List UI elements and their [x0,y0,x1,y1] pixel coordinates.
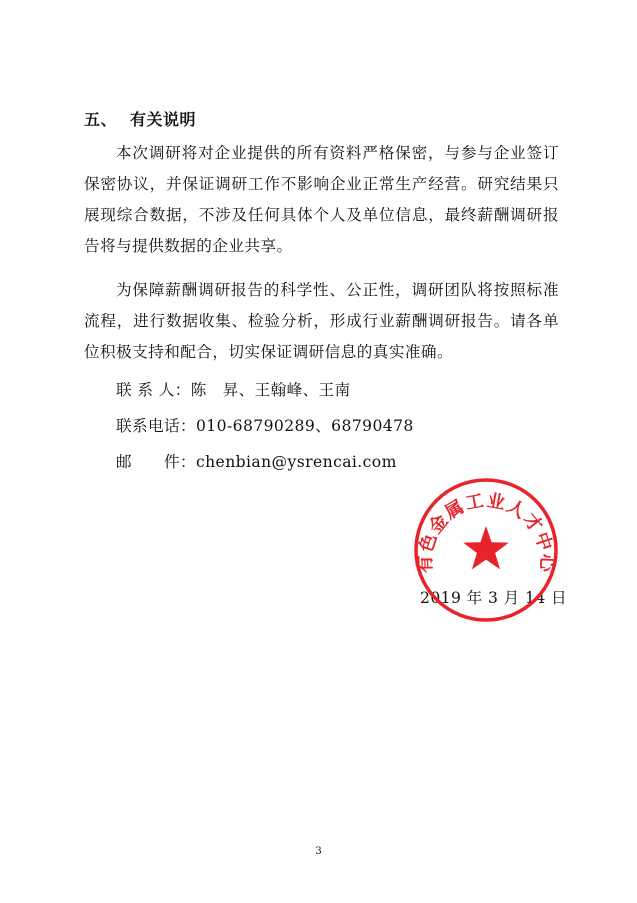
document-date: 2019 年 3 月 14 日 [420,589,568,607]
contact-phone-value: 010-68790289、68790478 [195,417,414,435]
contact-person-label: 联 系 人： [116,381,191,399]
contact-person-value: 陈 昇、王翰峰、王南 [190,381,351,399]
page-number: 3 [315,846,322,857]
section-title: 有关说明 [130,110,197,129]
paragraph-confidentiality: 本次调研将对企业提供的所有资料严格保密，与参与企业签订保密协议，并保证调研工作不影响企业正常生产经营。研究结果只展现综合数据，不涉及任何具体个人及单位信息，最终薪酬调研报告将与提供数据的企业共享。 [84,144,559,255]
contact-email-line [116,452,397,472]
contact-phone-label: 联系电话： [116,417,196,435]
seal-text-path: 有色金属工业人才中心 [414,490,558,574]
section-number: 五、 [84,110,118,129]
contact-phone-line [116,416,414,436]
contact-person-line [116,380,351,400]
section-heading [84,107,196,130]
contact-email-label: 邮 件： [116,453,196,471]
star-icon [463,526,509,569]
official-seal [410,474,562,626]
contact-email-value: chenbian@ysrencai.com [195,453,397,471]
paragraph-procedure: 为保障薪酬调研报告的科学性、公正性，调研团队将按照标准流程，进行数据收集、检验分析，形成行业薪酬调研报告。请各单位积极支持和配合，切实保证调研信息的真实准确。 [84,281,559,361]
